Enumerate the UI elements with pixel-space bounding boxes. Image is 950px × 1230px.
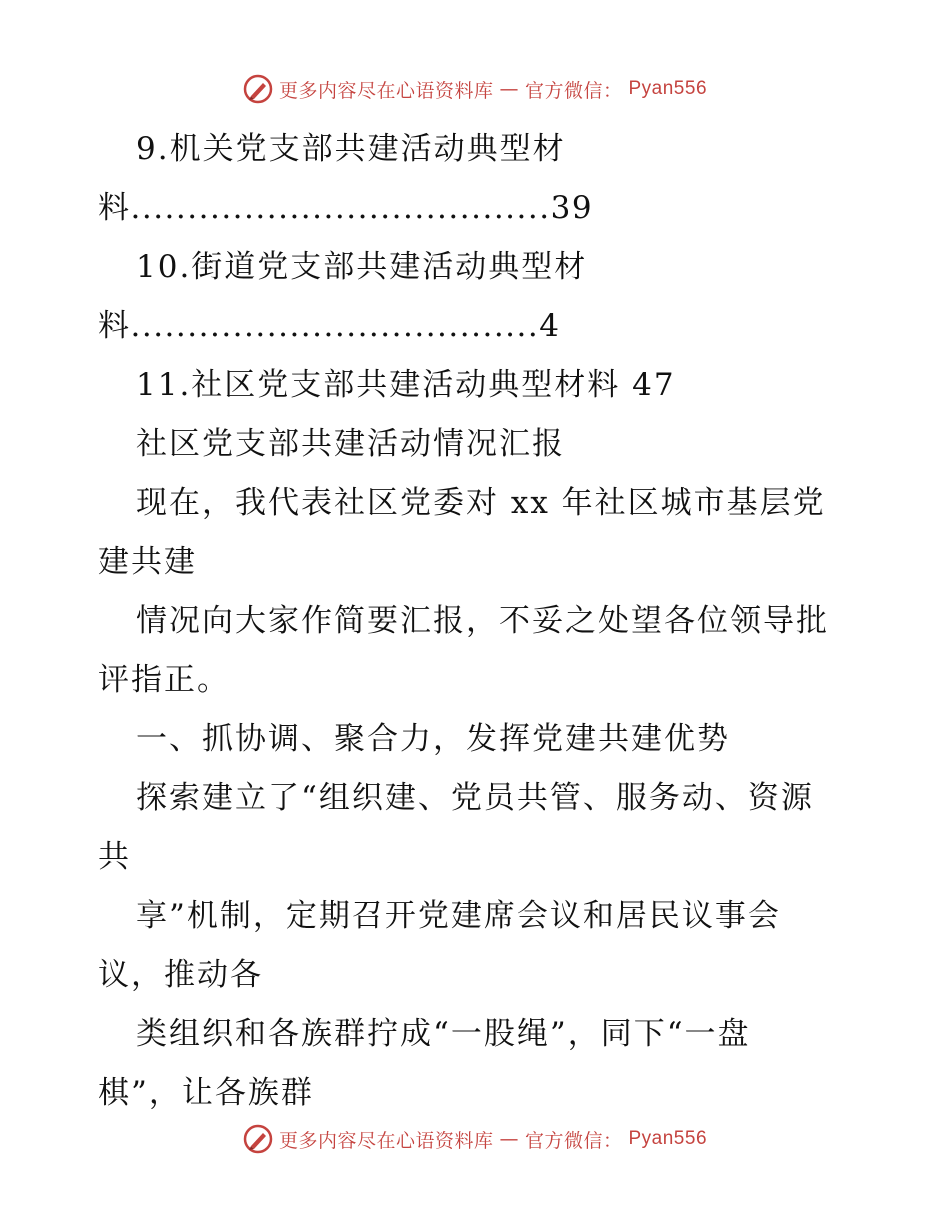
- watermark-account-id: Pyan556: [628, 78, 708, 99]
- paragraph-line: 享”机制，定期召开党建席会议和居民议事会: [136, 898, 781, 934]
- toc-entry-11: 11.社区党支部共建活动典型材料 47: [136, 367, 676, 403]
- toc-entry-9: 9.机关党支部共建活动典型材: [136, 131, 566, 167]
- toc-entry-9-leader: 料.....................................39: [98, 190, 594, 226]
- paragraph-line: 现在，我代表社区党委对 xx 年社区城市基层党: [136, 485, 826, 521]
- watermark-account-label: 官方微信：: [524, 1129, 623, 1152]
- pen-logo-icon: [243, 1124, 273, 1154]
- paragraph-line: 共: [98, 839, 131, 875]
- footer-watermark: [0, 1124, 950, 1154]
- paragraph-line: 类组织和各族群拧成“一股绳”，同下“一盘: [136, 1016, 751, 1052]
- paragraph-line: 建共建: [98, 544, 197, 580]
- document-body: [98, 120, 858, 1123]
- paragraph-line: 情况向大家作简要汇报，不妥之处望各位领导批: [136, 603, 829, 639]
- watermark-account-label: 官方微信：: [524, 79, 623, 102]
- toc-entry-10-leader: 料....................................4: [98, 308, 561, 344]
- watermark-account-id: Pyan556: [628, 1128, 708, 1149]
- watermark-separator: —: [499, 78, 519, 100]
- section-heading: 一、抓协调、聚合力，发挥党建共建优势: [136, 721, 730, 757]
- watermark-separator: —: [499, 1128, 519, 1150]
- pen-logo-icon: [243, 74, 273, 104]
- paragraph-line: 探索建立了“组织建、党员共管、服务动、资源: [136, 780, 814, 816]
- watermark-text: 更多内容尽在心语资料库: [278, 79, 494, 102]
- section-title: 社区党支部共建活动情况汇报: [136, 426, 565, 462]
- toc-entry-10: 10.街道党支部共建活动典型材: [136, 249, 588, 285]
- paragraph-line: 评指正。: [98, 662, 230, 698]
- watermark-text: 更多内容尽在心语资料库: [278, 1129, 494, 1152]
- paragraph-line: 议，推动各: [98, 957, 263, 993]
- paragraph-line: 棋”，让各族群: [98, 1075, 314, 1111]
- header-watermark: [0, 74, 950, 104]
